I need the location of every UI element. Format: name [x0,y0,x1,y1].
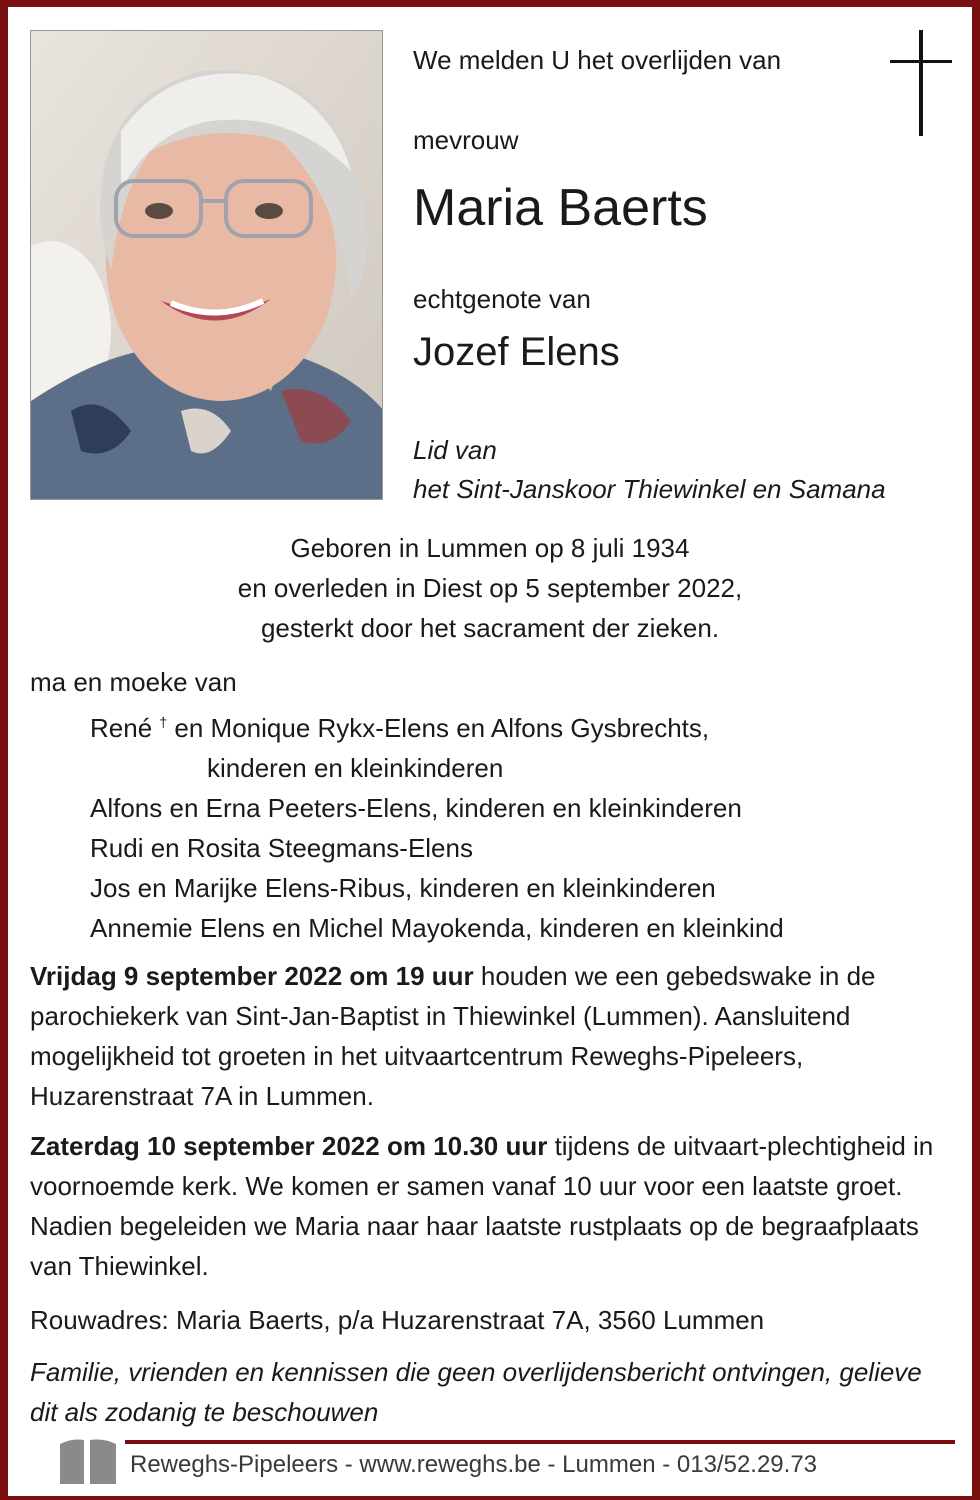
funeral-home-logo-icon [60,1430,116,1484]
family-intro: ma en moeke van [30,667,237,697]
membership-line-1: Lid van [413,435,497,465]
list-item: kinderen en kleinkinderen [207,753,504,783]
funeral-paragraph: Zaterdag 10 september 2022 om 10.30 uur tijdens de uitvaart-plechtigheid in voornoemde kerk. We komen er samen vanaf 10 uur voor een laatste groet. Nadien begeleiden we Maria naar haar laatste rustplaats op de begraafplaats van Thiewinkel. [30,1131,934,1281]
family-list [30,662,784,948]
footer-divider [125,1440,955,1444]
title-line: mevrouw [413,125,519,155]
spouse-name: Jozef Elens [413,330,620,374]
dagger-icon: † [159,714,168,730]
portrait-photo [30,30,383,500]
birth-death-block [30,528,950,648]
mourning-address: Rouwadres: Maria Baerts, p/a Huzarenstraat 7A, 3560 Lummen [30,1305,765,1335]
birth-line: Geboren in Lummen op 8 juli 1934 [290,533,690,563]
list-item: Rudi en Rosita Steegmans-Elens [90,833,473,863]
list-item: Jos en Marijke Elens-Ribus, kinderen en kleinkinderen [90,873,716,903]
membership-line-2: het Sint-Janskoor Thiewinkel en Samana [413,474,886,504]
notice-paragraph: Familie, vrienden en kennissen die geen overlijdensbericht ontvingen, gelieve dit als zodanig te beschouwen [30,1357,922,1427]
death-line: en overleden in Diest op 5 september 2022, [237,573,743,603]
spouse-label: echtgenote van [413,284,591,314]
list-item: Annemie Elens en Michel Mayokenda, kinderen en kleinkind [90,913,784,943]
list-item: Alfons en Erna Peeters-Elens, kinderen en kleinkinderen [90,793,742,823]
cross-icon [890,30,952,136]
footer-contact: Reweghs-Pipeleers - www.reweghs.be - Lummen - 013/52.29.73 [130,1451,818,1478]
wake-paragraph: Vrijdag 9 september 2022 om 19 uur houden we een gebedswake in de parochiekerk van Sint-Jan-Baptist in Thiewinkel (Lummen). Aansluitend mogelijkheid tot groeten in het uitvaartcentrum Reweghs-Pipeleers, Huzarenstraat 7A in Lummen. [30,961,876,1111]
sacrament-line: gesterkt door het sacrament der zieken. [260,613,720,643]
deceased-name: Maria Baerts [413,179,708,237]
list-item: René † en Monique Rykx-Elens en Alfons Gysbrechts, [90,713,710,743]
intro-line: We melden U het overlijden van [413,45,782,75]
